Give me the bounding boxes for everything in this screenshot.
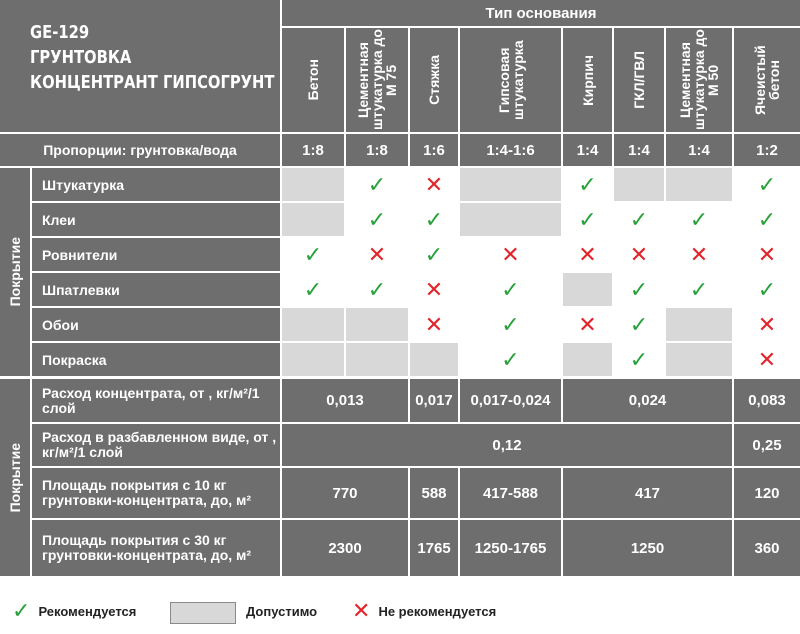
consumption-value [734, 379, 800, 422]
check-icon: ✓ [629, 311, 649, 337]
coverage-cell [734, 168, 800, 201]
title-line: GE-129 [30, 22, 90, 43]
consumption-value [460, 379, 561, 422]
coverage-cell [734, 203, 800, 236]
proportion-value-text: 1:4 [576, 141, 599, 159]
proportion-value-text: 1:6 [423, 141, 445, 159]
coverage-row-label [32, 238, 280, 271]
coverage-cell [614, 308, 664, 341]
proportion-value [346, 134, 408, 166]
coverage-cell [282, 343, 344, 376]
check-icon: ✓ [424, 241, 444, 267]
column-header [460, 28, 561, 132]
consumption-value [410, 468, 458, 518]
check-icon: ✓ [578, 171, 597, 197]
check-icon: ✓ [501, 311, 520, 337]
consumption-value-text: 0,013 [326, 392, 364, 409]
coverage-cell [460, 203, 561, 236]
coverage-cell [614, 238, 664, 271]
column-header [563, 28, 612, 132]
consumption-value [563, 379, 732, 422]
coverage-cell [346, 308, 408, 341]
header-group [282, 0, 800, 26]
check-icon: ✓ [303, 241, 323, 267]
coverage-cell [734, 273, 800, 306]
check-icon: ✓ [367, 171, 387, 197]
coverage-row-label [32, 203, 280, 236]
consumption-value [460, 520, 561, 576]
check-icon: ✓ [367, 276, 387, 302]
consumption-value-text: 360 [754, 539, 780, 557]
column-header-label: Кирпич [579, 54, 596, 106]
check-icon: ✓ [501, 276, 520, 302]
proportion-value [460, 134, 561, 166]
coverage-cell [563, 308, 612, 341]
proportion-value [563, 134, 612, 166]
check-icon: ✓ [629, 206, 649, 232]
consumption-group [0, 379, 30, 576]
proportions-label-text: Пропорции: грунтовка/вода [43, 142, 237, 158]
consumption-value-text: 0,083 [748, 392, 786, 409]
column-header [734, 28, 800, 132]
coverage-cell [410, 203, 458, 236]
column-header-label: Цементная штукатурка до М 50 [677, 29, 721, 131]
check-icon: ✓ [629, 276, 649, 302]
legend-allowed-label: Допустимо [246, 603, 318, 619]
consumption-value [460, 468, 561, 518]
coverage-group [0, 168, 30, 376]
consumption-row-label-text: Площадь покрытия с 30 кг грунтовки-концентрата, до, м² [42, 532, 252, 563]
header-group-label: Тип основания [485, 4, 597, 22]
coverage-cell [563, 203, 612, 236]
consumption-value-text: 770 [332, 484, 358, 502]
consumption-row-label [32, 379, 280, 422]
consumption-row-label [32, 520, 280, 576]
consumption-value-text: 0,12 [492, 436, 522, 454]
check-icon: ✓ [757, 171, 777, 197]
coverage-cell [346, 238, 408, 271]
coverage-cell [346, 273, 408, 306]
coverage-cell [410, 168, 458, 201]
coverage-row-label-text: Покраска [42, 351, 107, 368]
coverage-group-label: Покрытие [7, 237, 23, 307]
proportion-value-text: 1:8 [366, 141, 388, 159]
proportion-value-text: 1:4 [688, 141, 710, 159]
consumption-value-text: 1250 [630, 539, 665, 557]
legend-recommended [12, 596, 136, 626]
proportion-value-text: 1:8 [302, 141, 324, 159]
consumption-value [282, 520, 408, 576]
coverage-row-label [32, 273, 280, 306]
consumption-value-text: 0,25 [752, 436, 782, 454]
proportion-value [614, 134, 664, 166]
consumption-value-text: 0,024 [628, 392, 667, 409]
consumption-value [734, 468, 800, 518]
proportion-value-text: 1:4-1:6 [486, 141, 535, 159]
coverage-cell [460, 308, 561, 341]
coverage-cell [666, 168, 732, 201]
consumption-value [563, 468, 732, 518]
check-icon: ✓ [578, 206, 597, 232]
legend-allowed [246, 596, 317, 626]
cross-icon: ✕ [352, 598, 371, 623]
title-line: ГРУНТОВКА [30, 47, 132, 68]
proportion-value [410, 134, 458, 166]
coverage-cell [734, 343, 800, 376]
coverage-cell [282, 238, 344, 271]
coverage-cell [563, 343, 612, 376]
check-icon: ✓ [629, 346, 649, 372]
consumption-value-text: 1765 [417, 539, 451, 557]
cross-icon: ✕ [629, 241, 649, 267]
consumption-value [734, 424, 800, 466]
coverage-cell [460, 273, 561, 306]
consumption-value [282, 379, 408, 422]
coverage-cell [614, 343, 664, 376]
proportion-value [734, 134, 800, 166]
proportion-value [666, 134, 732, 166]
cross-icon: ✕ [424, 171, 444, 197]
cross-icon: ✕ [689, 241, 709, 267]
consumption-value-text: 0,017-0,024 [470, 392, 551, 409]
proportion-value [282, 134, 344, 166]
consumption-row-label-text: Расход в разбавленном виде, от , кг/м²/1 слой [42, 429, 277, 460]
check-icon: ✓ [757, 206, 777, 232]
proportion-value-text: 1:4 [628, 141, 650, 159]
column-header-label: Ячеистый бетон [752, 45, 782, 115]
coverage-cell [282, 168, 344, 201]
check-icon: ✓ [689, 206, 709, 232]
column-header [346, 28, 408, 132]
proportions-label [0, 134, 280, 166]
legend-recommended-label: Рекомендуется [38, 603, 137, 619]
cross-icon: ✕ [501, 241, 520, 267]
coverage-cell [614, 273, 664, 306]
coverage-cell [282, 308, 344, 341]
coverage-row-label-text: Обои [42, 316, 79, 333]
cross-icon: ✕ [757, 311, 777, 337]
check-icon: ✓ [367, 206, 387, 232]
coverage-cell [563, 168, 612, 201]
consumption-value-text: 1250-1765 [474, 539, 547, 557]
cross-icon: ✕ [424, 276, 444, 302]
coverage-cell [460, 238, 561, 271]
coverage-row-label-text: Ровнители [42, 246, 118, 263]
consumption-value [563, 520, 732, 576]
coverage-cell [460, 343, 561, 376]
check-icon: ✓ [501, 346, 520, 372]
consumption-value [410, 379, 458, 422]
consumption-row-label [32, 424, 280, 466]
column-header-label: ГКЛ/ГВЛ [631, 51, 647, 109]
consumption-group-label: Покрытие [7, 442, 23, 513]
consumption-row-label-text: Расход концентрата, от , кг/м²/1 слой [42, 384, 260, 416]
coverage-cell [666, 308, 732, 341]
consumption-value [282, 468, 408, 518]
coverage-row-label [32, 343, 280, 376]
cross-icon: ✕ [757, 241, 777, 267]
coverage-cell [614, 203, 664, 236]
column-header [410, 28, 458, 132]
table-title [0, 0, 280, 132]
check-icon: ✓ [12, 598, 31, 623]
cross-icon: ✕ [757, 346, 777, 372]
cross-icon: ✕ [424, 311, 444, 337]
consumption-row-label-text: Площадь покрытия с 10 кг грунтовки-концентрата, до, м² [42, 477, 252, 508]
legend-not-recommended-label: Не рекомендуется [378, 603, 497, 619]
coverage-cell [734, 308, 800, 341]
title-line: КОНЦЕНТРАНТ ГИПСОГРУНТ [30, 72, 275, 93]
coverage-row-label-text: Штукатурка [42, 176, 125, 193]
column-header-label: Гипсовая штукатурка [495, 40, 526, 120]
cross-icon: ✕ [578, 241, 597, 267]
check-icon: ✓ [757, 276, 777, 302]
coverage-cell [666, 238, 732, 271]
coverage-row-label [32, 168, 280, 201]
consumption-value-text: 120 [754, 484, 780, 502]
check-icon: ✓ [424, 206, 444, 232]
cross-icon: ✕ [578, 311, 597, 337]
coverage-row-label-text: Клеи [42, 211, 76, 228]
column-header [666, 28, 732, 132]
consumption-value-text: 417 [634, 484, 661, 502]
coverage-cell [282, 273, 344, 306]
legend-not-recommended [352, 596, 496, 626]
column-header-label: Цементная штукатурка до М 75 [355, 29, 399, 131]
coverage-cell [734, 238, 800, 271]
legend-allowed-swatch [170, 602, 236, 624]
coverage-row-label-text: Шпатлевки [42, 281, 120, 298]
consumption-value-text: 2300 [328, 539, 362, 557]
column-header-label: Бетон [305, 59, 321, 101]
consumption-value-text: 0,017 [415, 392, 453, 409]
check-icon: ✓ [303, 276, 323, 302]
consumption-value [410, 520, 458, 576]
consumption-row-label [32, 468, 280, 518]
coverage-cell [614, 168, 664, 201]
coverage-cell [666, 203, 732, 236]
coverage-cell [563, 238, 612, 271]
column-header [282, 28, 344, 132]
coverage-cell [410, 343, 458, 376]
column-header [614, 28, 664, 132]
coverage-cell [563, 273, 612, 306]
proportion-value-text: 1:2 [756, 141, 778, 159]
column-header-label: Стяжка [426, 55, 442, 105]
coverage-cell [410, 308, 458, 341]
coverage-row-label [32, 308, 280, 341]
coverage-cell [666, 273, 732, 306]
coverage-cell [346, 168, 408, 201]
check-icon: ✓ [689, 276, 709, 302]
consumption-value-text: 417-588 [482, 484, 539, 502]
coverage-cell [282, 203, 344, 236]
legend [0, 596, 800, 634]
coverage-cell [410, 238, 458, 271]
coverage-cell [460, 168, 561, 201]
coverage-cell [666, 343, 732, 376]
cross-icon: ✕ [367, 241, 387, 267]
consumption-value [282, 424, 732, 466]
consumption-value [734, 520, 800, 576]
coverage-cell [410, 273, 458, 306]
consumption-value-text: 588 [421, 484, 447, 502]
coverage-cell [346, 203, 408, 236]
coverage-cell [346, 343, 408, 376]
